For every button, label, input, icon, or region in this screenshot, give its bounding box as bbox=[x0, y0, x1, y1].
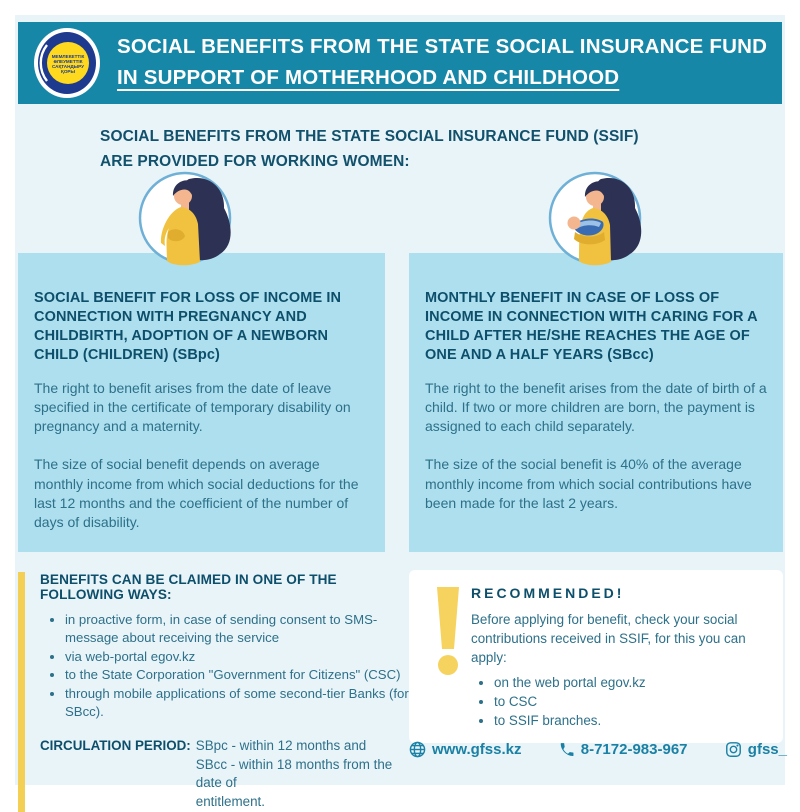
footer-phone[interactable] bbox=[559, 741, 688, 758]
card-sbcc bbox=[409, 253, 783, 552]
recommended-intro: Before applying for benefit, check your social contributions received in SSIF, for this you can apply: bbox=[471, 612, 746, 665]
circulation-period bbox=[40, 737, 410, 812]
circulation-period-line3: entitlement. bbox=[195, 794, 265, 810]
gfss-logo-icon bbox=[33, 27, 101, 99]
pregnant-woman-icon bbox=[137, 170, 233, 266]
card-sbpc-paragraph1: The right to benefit arises from the date of leave specified in the certificate of temporary disability on pregnancy and a maternity. bbox=[34, 379, 351, 435]
intro-line2: ARE PROVIDED FOR WORKING WOMEN: bbox=[100, 152, 410, 170]
circulation-period-line1: SBpc - within 12 months and bbox=[195, 737, 367, 753]
recommended-item: • on the web portal egov.kz bbox=[494, 674, 771, 693]
intro-line1: SOCIAL BENEFITS FROM THE STATE SOCIAL INSURANCE FUND (SSIF) bbox=[100, 128, 639, 145]
card-sbcc-paragraph1: The right to the benefit arises from the date of birth of a child. If two or more children are born, the payment is assigned to each child separately. bbox=[425, 379, 767, 435]
recommended-list bbox=[471, 674, 771, 730]
main-title-line1: SOCIAL BENEFITS FROM THE STATE SOCIAL INSURANCE FUND bbox=[117, 35, 768, 59]
mother-baby-illustration bbox=[547, 170, 643, 266]
recommended-title: RECOMMENDED! bbox=[471, 585, 625, 601]
claim-ways-section bbox=[18, 572, 410, 812]
recommended-item: • to CSC bbox=[494, 693, 771, 712]
circulation-period-label: CIRCULATION PERIOD: bbox=[40, 737, 191, 753]
main-title-line2: IN SUPPORT OF MOTHERHOOD AND CHILDHOOD bbox=[117, 66, 620, 89]
exclamation-icon bbox=[433, 585, 463, 681]
claim-way-item: • through mobile applications of some second-tier Banks (for SBcc). bbox=[65, 685, 410, 722]
card-sbcc-paragraph2: The size of the social benefit is 40% of the average monthly income from which social contributions have been made for the last 2 years. bbox=[425, 456, 752, 512]
intro-statement bbox=[100, 125, 639, 175]
claim-ways-title: BENEFITS CAN BE CLAIMED IN ONE OF THE FOLLOWING WAYS: bbox=[40, 572, 337, 602]
globe-icon bbox=[409, 741, 426, 758]
card-sbpc-paragraph2: The size of social benefit depends on average monthly income from which social deductions for the last 12 months and the coefficient of the number of days of disability. bbox=[34, 456, 359, 531]
footer-instagram-text: gfss_ bbox=[747, 741, 787, 758]
recommended-content bbox=[471, 570, 783, 743]
phone-icon bbox=[559, 742, 575, 758]
card-sbpc bbox=[18, 253, 385, 552]
circulation-period-text bbox=[196, 737, 410, 812]
svg-text:МЕМЛЕКЕТТІК: МЕМЛЕКЕТТІК bbox=[51, 54, 85, 59]
claim-way-item: • in proactive form, in case of sending consent to SMS-message about receiving the service bbox=[65, 611, 410, 648]
header-titles bbox=[117, 32, 767, 94]
gfss-logo bbox=[33, 27, 101, 99]
footer-contacts bbox=[409, 741, 787, 758]
claim-way-item: • to the State Corporation "Government for Citizens" (CSC) bbox=[65, 666, 410, 684]
card-sbcc-title: MONTHLY BENEFIT IN CASE OF LOSS OF INCOME IN CONNECTION WITH CARING FOR A CHILD AFTER HE/SHE REACHES THE AGE OF ONE AND A HALF YEARS (SBcc) bbox=[425, 290, 758, 364]
circulation-period-line2: SBcc - within 18 months from the date of bbox=[195, 756, 393, 791]
claim-ways-list bbox=[40, 611, 410, 722]
svg-text:ӘЛЕУМЕТТІК: ӘЛЕУМЕТТІК bbox=[53, 59, 83, 64]
instagram-icon bbox=[725, 741, 742, 758]
header-banner bbox=[18, 22, 782, 104]
footer-website[interactable] bbox=[409, 741, 521, 758]
footer-instagram[interactable] bbox=[725, 741, 787, 758]
mother-baby-icon bbox=[547, 170, 643, 266]
page-background bbox=[15, 15, 787, 810]
claim-way-item: • via web-portal egov.kz bbox=[65, 648, 410, 666]
pregnant-woman-illustration bbox=[137, 170, 233, 266]
footer-website-text: www.gfss.kz bbox=[432, 741, 522, 758]
card-sbpc-title: SOCIAL BENEFIT FOR LOSS OF INCOME IN CONNECTION WITH PREGNANCY AND CHILDBIRTH, ADOPTION OF A NEWBORN CHILD (CHILDREN) (SBpc) bbox=[34, 290, 342, 364]
recommended-card bbox=[409, 570, 783, 743]
recommended-item: • to SSIF branches. bbox=[494, 712, 771, 731]
footer-phone-text: 8-7172-983-967 bbox=[580, 741, 688, 758]
svg-text:САҚТАНДЫРУ: САҚТАНДЫРУ bbox=[51, 64, 85, 69]
svg-text:ҚОРЫ: ҚОРЫ bbox=[61, 69, 75, 74]
